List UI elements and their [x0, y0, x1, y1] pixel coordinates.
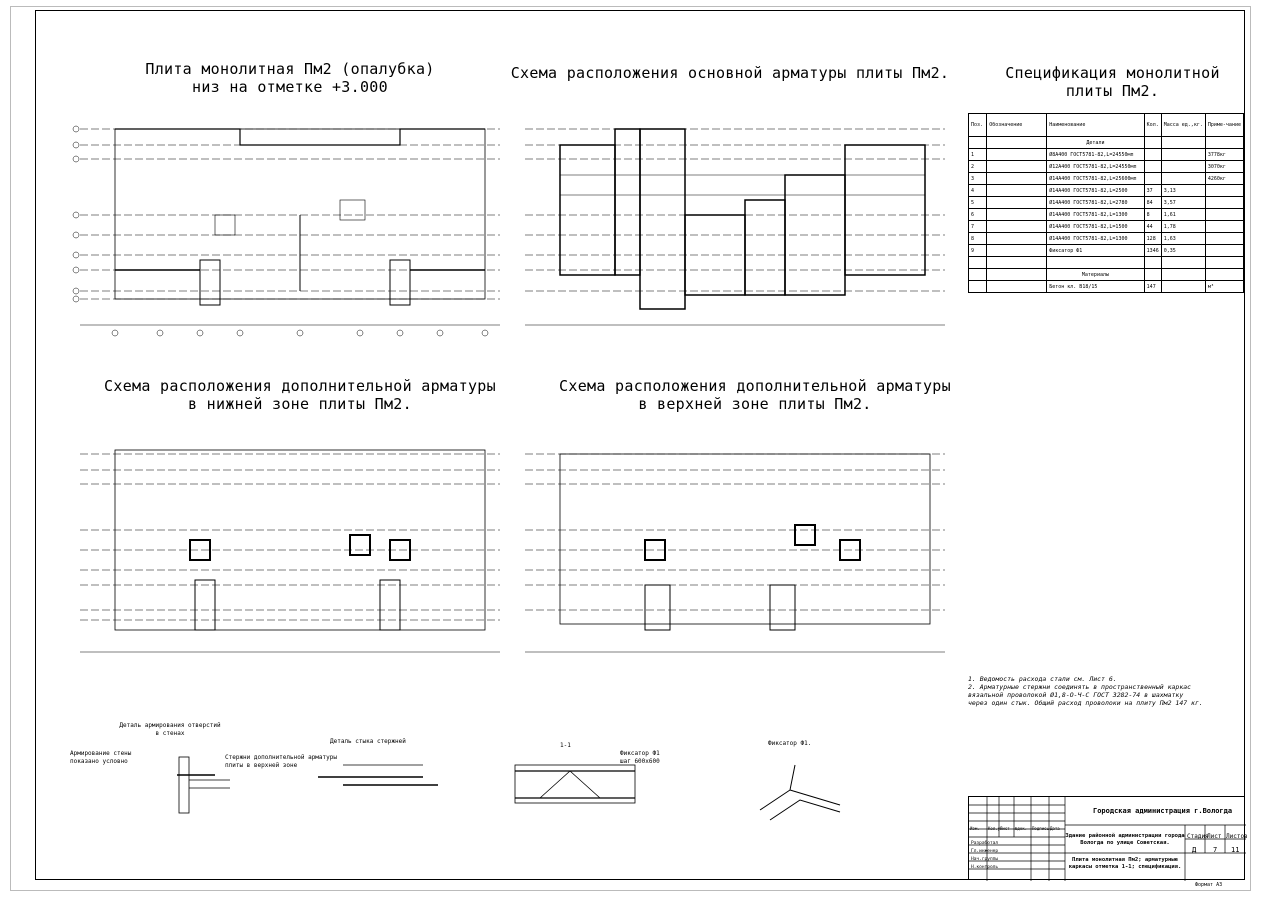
- detail-rebar-label: Стержни дополнительной арматуры плиты в верхней зоне: [225, 754, 337, 769]
- table-cell: 0,35: [1161, 245, 1205, 257]
- table-cell: Ø14А400 ГОСТ5781-82,L=1300: [1047, 209, 1144, 221]
- table-cell: 2: [969, 161, 987, 173]
- detail-joint-drawing: [318, 755, 438, 795]
- table-cell: 1,78: [1161, 221, 1205, 233]
- section-fixator-label: Фиксатор Ф1 шаг 600х600: [620, 750, 660, 765]
- main-rebar-plan-drawing: [515, 115, 955, 345]
- stamp-column-label: №док.: [1015, 826, 1028, 831]
- table-cell: 9: [969, 245, 987, 257]
- general-notes: [968, 675, 1203, 707]
- stamp-role: Н.контроль: [971, 865, 999, 870]
- note-line: через один стык. Общий расход проволоки на плиту Пм2 147 кг.: [968, 699, 1203, 707]
- table-cell: 6: [969, 209, 987, 221]
- table-cell: 44: [1144, 221, 1161, 233]
- table-cell: 7: [969, 221, 987, 233]
- table-cell: Фиксатор Ф1: [1047, 245, 1144, 257]
- table-row: [969, 185, 1244, 197]
- table-row: [969, 137, 1244, 149]
- stamp-role: Гл.инженер: [971, 849, 999, 854]
- table-cell: Ø14А400 ГОСТ5781-82,L=2500: [1047, 185, 1144, 197]
- table-cell: Ø14А400 ГОСТ5781-82,L=1300: [1047, 233, 1144, 245]
- stamp-roles: [971, 840, 998, 872]
- table-cell: Ø12А400 ГОСТ5781-82,L=24550мп: [1047, 161, 1144, 173]
- sheet-format-label: Формат А3: [1195, 882, 1223, 888]
- spec-title: Спецификация монолитной плиты Пм2.: [1005, 64, 1220, 100]
- stamp-column-label: Изм.: [970, 826, 980, 831]
- table-row: [969, 245, 1244, 257]
- table-cell: Ø8А400 ГОСТ5781-82,L=24550мп: [1047, 149, 1144, 161]
- table-cell: 3: [969, 173, 987, 185]
- lower-rebar-title: Схема расположения дополнительной арматуры в нижней зоне плиты Пм2.: [104, 377, 496, 413]
- detail-wall-label: Армирование стены показано условно: [70, 750, 132, 765]
- table-row: [969, 269, 1244, 281]
- stamp-stage-label: Стадия: [1187, 833, 1209, 840]
- table-row: [969, 281, 1244, 293]
- stamp-column-label: Кол.уч: [988, 826, 1003, 831]
- section-1-1-drawing: [510, 755, 640, 815]
- table-header-cell: Масса ед.,кг.: [1161, 114, 1205, 137]
- table-cell: 1,63: [1161, 233, 1205, 245]
- table-row: [969, 233, 1244, 245]
- table-row: [969, 257, 1244, 269]
- table-row: [969, 197, 1244, 209]
- stamp-column-label: Лист: [1000, 826, 1010, 831]
- table-header-cell: Обозначение: [987, 114, 1047, 137]
- table-header-cell: Кол.: [1144, 114, 1161, 137]
- table-cell: 8: [969, 233, 987, 245]
- table-cell: 128: [1144, 233, 1161, 245]
- table-cell: 3778кг: [1205, 149, 1243, 161]
- table-cell: Ø14А400 ГОСТ5781-82,L=2780: [1047, 197, 1144, 209]
- stamp-column-label: Дата: [1050, 826, 1060, 831]
- table-cell: 3070кг: [1205, 161, 1243, 173]
- fixator-detail-title: Фиксатор Ф1.: [768, 740, 812, 747]
- table-cell: 4260кг: [1205, 173, 1243, 185]
- main-rebar-title: Схема расположения основной арматуры плиты Пм2.: [510, 64, 950, 82]
- table-cell: 84: [1144, 197, 1161, 209]
- detail-wall-openings-title: Деталь армирования отверстий в стенах: [119, 722, 221, 737]
- table-header-cell: Приме-чание: [1205, 114, 1243, 137]
- stamp-role: Разработал: [971, 841, 999, 846]
- section-materials-label: Материалы: [1047, 269, 1144, 281]
- table-row: [969, 114, 1244, 137]
- specification-table: [968, 113, 1244, 293]
- stamp-role: Нач.группы: [971, 857, 999, 862]
- table-row: [969, 173, 1244, 185]
- lower-zone-rebar-plan-drawing: [70, 440, 510, 670]
- upper-zone-rebar-plan-drawing: [515, 440, 955, 670]
- table-cell: Бетон кл. В18/15: [1047, 281, 1144, 293]
- detail-joint-title: Деталь стыка стержней: [330, 738, 406, 745]
- table-header-cell: Наименование: [1047, 114, 1144, 137]
- formwork-plan-drawing: [70, 115, 510, 345]
- table-cell: 1: [969, 149, 987, 161]
- table-cell: 4: [969, 185, 987, 197]
- section-details-label: Детали: [1047, 137, 1144, 149]
- stamp-organization: Городская администрация г.Вологда: [1093, 807, 1233, 815]
- note-line: 2. Арматурные стержни соединять в пространственный каркас: [968, 683, 1192, 691]
- section-1-1-title: 1-1: [560, 742, 571, 749]
- stamp-column-label: Подпись: [1032, 826, 1049, 831]
- stamp-sheets-value: 11: [1231, 846, 1240, 854]
- fixator-detail-drawing: [740, 760, 850, 830]
- table-cell: 3,13: [1161, 185, 1205, 197]
- table-cell: 3,57: [1161, 197, 1205, 209]
- table-cell: 8: [1144, 209, 1161, 221]
- table-cell: 1346: [1144, 245, 1161, 257]
- table-row: [969, 149, 1244, 161]
- note-line: 1. Ведомость расхода стали см. Лист 6.: [968, 675, 1117, 683]
- table-cell: Ø14А400 ГОСТ5781-82,L=1500: [1047, 221, 1144, 233]
- table-row: [969, 209, 1244, 221]
- table-cell: Ø14А400 ГОСТ5781-82,L=25600мп: [1047, 173, 1144, 185]
- plate-formwork-title: Плита монолитная Пм2 (опалубка) низ на отметке +3.000: [145, 60, 435, 96]
- table-cell: 147: [1144, 281, 1161, 293]
- stamp-object-name: Здание районной администрации города Вологда по улице Советская.: [1065, 833, 1185, 846]
- table-row: [969, 161, 1244, 173]
- table-header-cell: Поз.: [969, 114, 987, 137]
- detail-wall-openings-drawing: [175, 755, 235, 815]
- upper-rebar-title: Схема расположения дополнительной арматуры в верхней зоне плиты Пм2.: [559, 377, 951, 413]
- stamp-sheets-label: Листов: [1226, 833, 1248, 840]
- table-cell: 37: [1144, 185, 1161, 197]
- stamp-sheet-value: 7: [1213, 846, 1218, 854]
- stamp-sheet-title: Плита монолитная Пм2; арматурные каркасы отметка 1-1; спецификация.: [1068, 857, 1182, 870]
- table-cell: 5: [969, 197, 987, 209]
- title-block: [968, 796, 1248, 880]
- stamp-stage-value: Д: [1192, 846, 1197, 854]
- table-cell: 1,61: [1161, 209, 1205, 221]
- table-cell: м³: [1205, 281, 1243, 293]
- note-line: вязальной проволокой Ø1,8-О-Ч-С ГОСТ 3282-74 в шахматку: [968, 691, 1184, 699]
- stamp-sheet-label: Лист: [1207, 833, 1222, 840]
- table-row: [969, 221, 1244, 233]
